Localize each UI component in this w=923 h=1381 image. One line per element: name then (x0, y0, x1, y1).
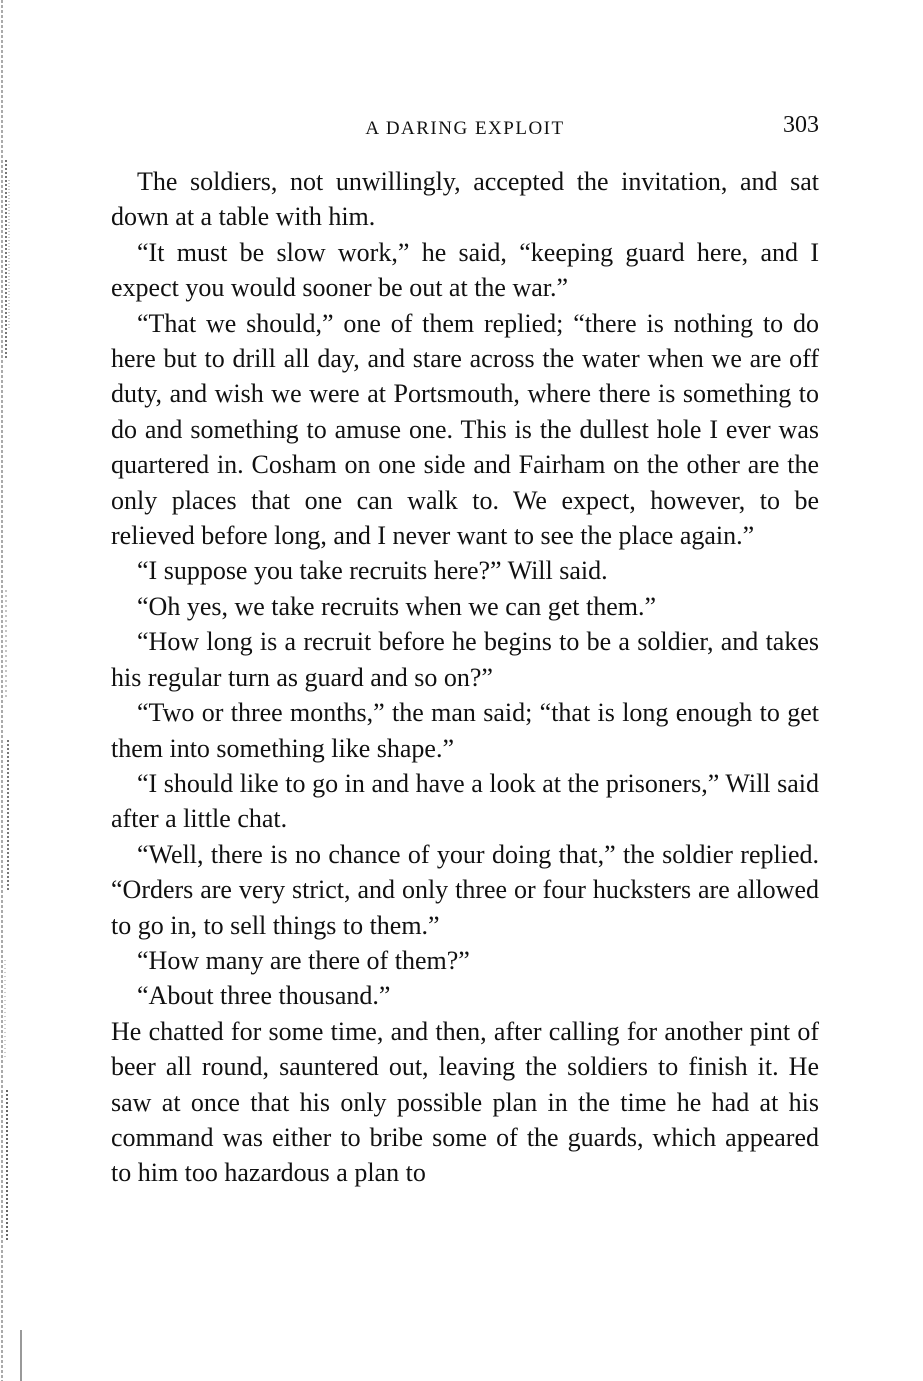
scanned-page-edge (0, 0, 30, 1381)
book-page (111, 108, 819, 1191)
page-number: 303 (783, 112, 819, 138)
paragraph: “I should like to go in and have a look at the prisoners,” Will said after a little chat. (111, 768, 819, 834)
paragraph: “Well, there is no chance of your doing that,” the soldier replied. “Orders are very strict, and only three or four hucksters are allowed to go in, to sell things to them.” (111, 839, 819, 940)
running-header (111, 108, 819, 148)
paragraph: “That we should,” one of them replied; “there is nothing to do here but to drill all day, and stare across the water when we are off duty, and wish we were at Portsmouth, where there is something to do and something to amuse one. This is the dullest hole I ever was quartered in. Cosham on one side and Fairham on the other are the only places that one can walk to. We expect, however, to be relieved before long, and I never want to see the place again.” (111, 308, 819, 551)
running-title: A DARING EXPLOIT (365, 118, 565, 139)
paragraph: The soldiers, not unwillingly, accepted the invitation, and sat down at a table with him. (111, 167, 819, 232)
paragraph: “It must be slow work,” he said, “keeping guard here, and I expect you would sooner be out at the war.” (111, 237, 819, 303)
paragraph: “Two or three months,” the man said; “that is long enough to get them into something like shape.” (111, 698, 819, 763)
paragraph: “How long is a recruit before he begins to be a soldier, and takes his regular turn as guard and so on?” (111, 627, 819, 692)
paragraph: “About three thousand.” (137, 981, 391, 1011)
paragraph: “How many are there of them?” (137, 945, 470, 975)
paragraph: He chatted for some time, and then, after calling for another pint of beer all round, sauntered out, leaving the soldiers to finish it. He saw at once that his only possible plan in the time he had at his command was either to bribe some of the guards, which appeared to him too hazardous a plan to (111, 1016, 819, 1188)
paragraph: “I suppose you take recruits here?” Will said. (137, 556, 608, 586)
paragraph: “Oh yes, we take recruits when we can get them.” (137, 591, 657, 621)
body-text (111, 164, 819, 1191)
